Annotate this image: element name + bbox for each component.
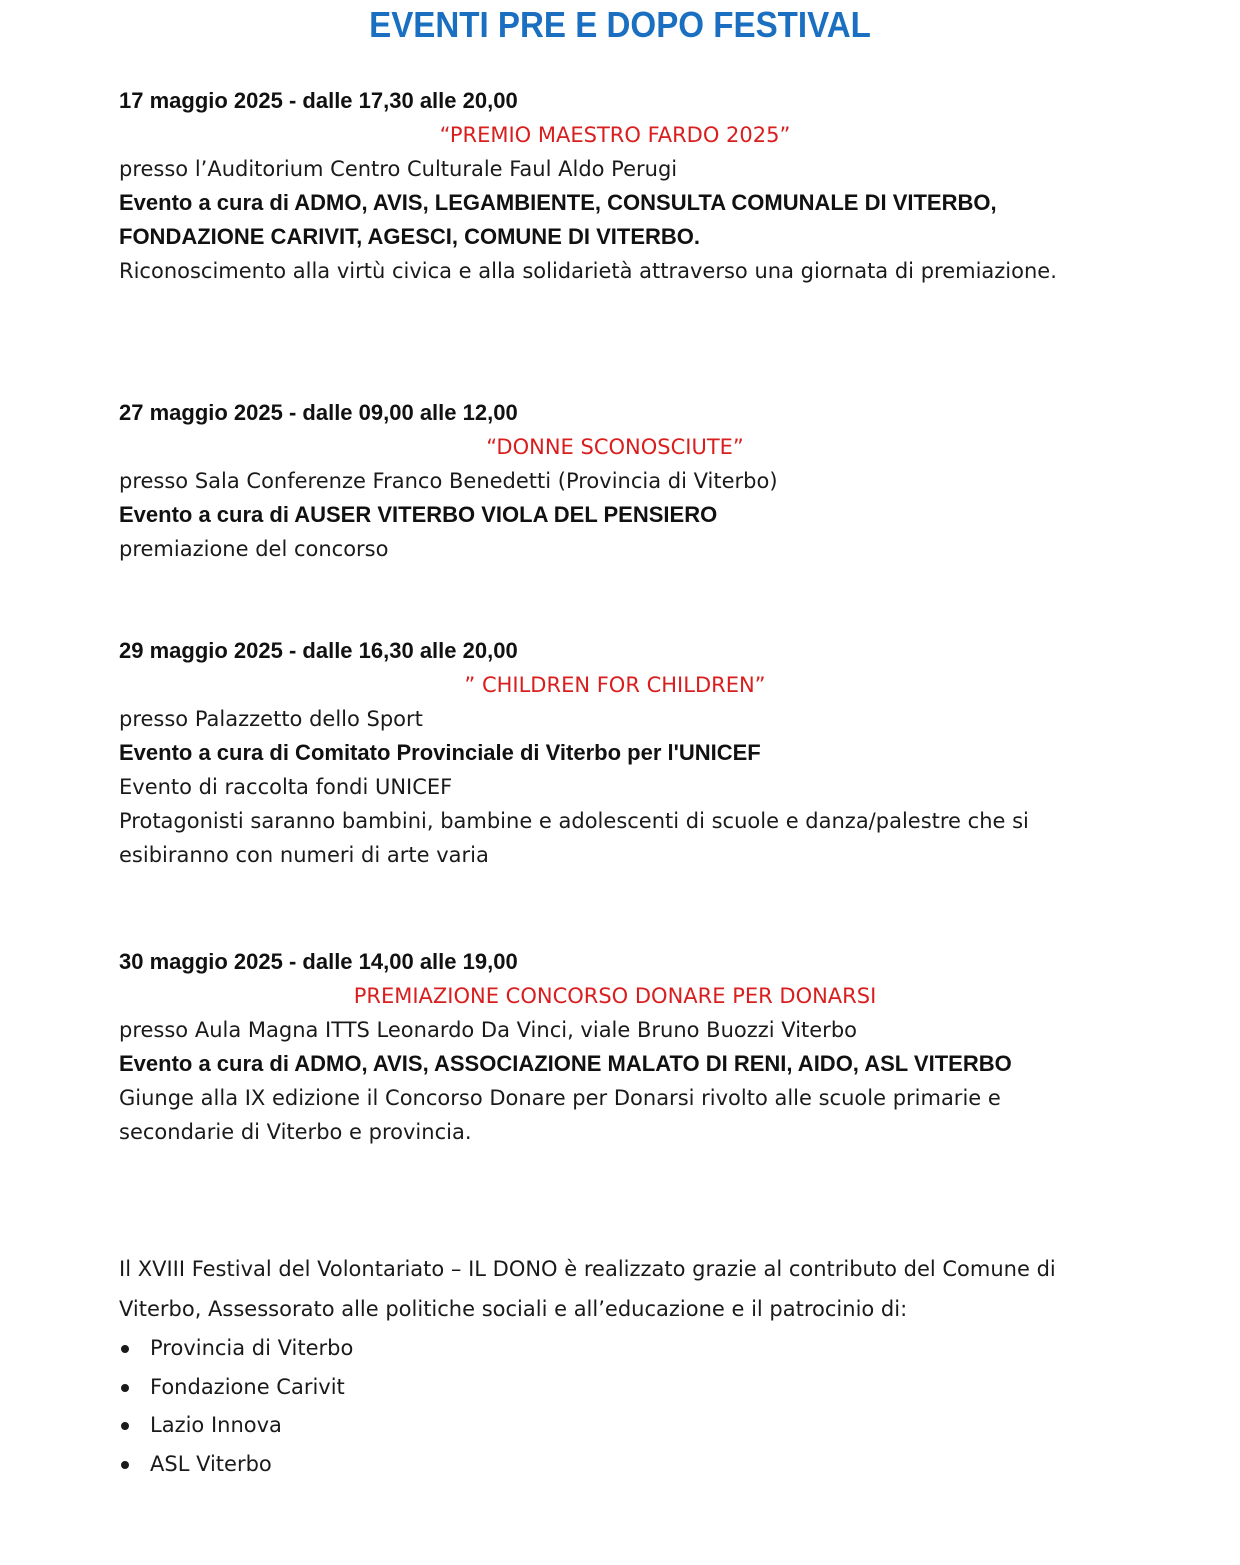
patron-name: Provincia di Viterbo: [150, 1336, 354, 1360]
event-organizer: Evento a cura di ADMO, AVIS, ASSOCIAZIONE MALATO DI RENI, AIDO, ASL VITERBO: [119, 1051, 1012, 1076]
event-description: Protagonisti saranno bambini, bambine e adolescenti di scuole e danza/palestre che si esibiranno con numeri di arte varia: [119, 809, 1029, 867]
festival-credits: [119, 1249, 1119, 1483]
event-venue: presso Palazzetto dello Sport: [119, 707, 423, 731]
event-date: 30 maggio 2025 - dalle 14,00 alle 19,00: [119, 949, 518, 974]
event-organizer: Evento a cura di AUSER VITERBO VIOLA DEL PENSIERO: [119, 502, 718, 527]
page-title: EVENTI PRE E DOPO FESTIVAL: [369, 4, 871, 45]
event-block: [119, 84, 1119, 396]
event-organizer: Evento a cura di ADMO, AVIS, LEGAMBIENTE, CONSULTA COMUNALE DI VITERBO, FONDAZIONE CARIVIT, AGESCI, COMUNE DI VITERBO.: [119, 190, 997, 249]
list-item: [119, 1406, 1119, 1445]
event-description: Riconoscimento alla virtù civica e alla solidarietà attraverso una giornata di premiazione.: [119, 259, 1057, 283]
event-date: 17 maggio 2025 - dalle 17,30 alle 20,00: [119, 88, 518, 113]
bullet-icon: [121, 1345, 129, 1353]
bullet-icon: [121, 1461, 129, 1469]
event-venue: presso Sala Conferenze Franco Benedetti (Provincia di Viterbo): [119, 469, 778, 493]
bullet-icon: [121, 1384, 129, 1392]
event-block: [119, 396, 1119, 634]
event-date: 27 maggio 2025 - dalle 09,00 alle 12,00: [119, 400, 518, 425]
event-name: ” CHILDREN FOR CHILDREN”: [464, 673, 766, 697]
event-description: premiazione del concorso: [119, 537, 389, 561]
patrons-list: [119, 1329, 1119, 1483]
event-block: [119, 634, 1119, 945]
patron-name: ASL Viterbo: [150, 1451, 272, 1476]
event-date: 29 maggio 2025 - dalle 16,30 alle 20,00: [119, 638, 518, 663]
event-venue: presso Aula Magna ITTS Leonardo Da Vinci, viale Bruno Buozzi Viterbo: [119, 1018, 857, 1042]
event-name: PREMIAZIONE CONCORSO DONARE PER DONARSI: [353, 984, 877, 1008]
event-organizer: Evento a cura di Comitato Provinciale di Viterbo per l'UNICEF: [119, 740, 761, 765]
event-description: Evento di raccolta fondi UNICEF: [119, 775, 453, 799]
list-item: [119, 1329, 1119, 1368]
event-name: “PREMIO MAESTRO FARDO 2025”: [439, 123, 791, 147]
event-name: “DONNE SCONOSCIUTE”: [486, 435, 744, 459]
list-item: [119, 1368, 1119, 1407]
patron-name: Fondazione Carivit: [150, 1374, 345, 1399]
bullet-icon: [121, 1422, 129, 1430]
event-description: Giunge alla IX edizione il Concorso Donare per Donarsi rivolto alle scuole primarie e secondarie di Viterbo e provincia.: [119, 1086, 1001, 1144]
patron-name: Lazio Innova: [150, 1413, 282, 1437]
credits-text: Il XVIII Festival del Volontariato – IL DONO è realizzato grazie al contributo del Comune di Viterbo, Assessorato alle politiche sociali e all’educazione e il patrocinio di:: [119, 1257, 1056, 1321]
event-block: [119, 945, 1119, 1249]
events-content: [119, 84, 1119, 1483]
event-venue: presso l’Auditorium Centro Culturale Faul Aldo Perugi: [119, 157, 678, 181]
list-item: [119, 1445, 1119, 1484]
